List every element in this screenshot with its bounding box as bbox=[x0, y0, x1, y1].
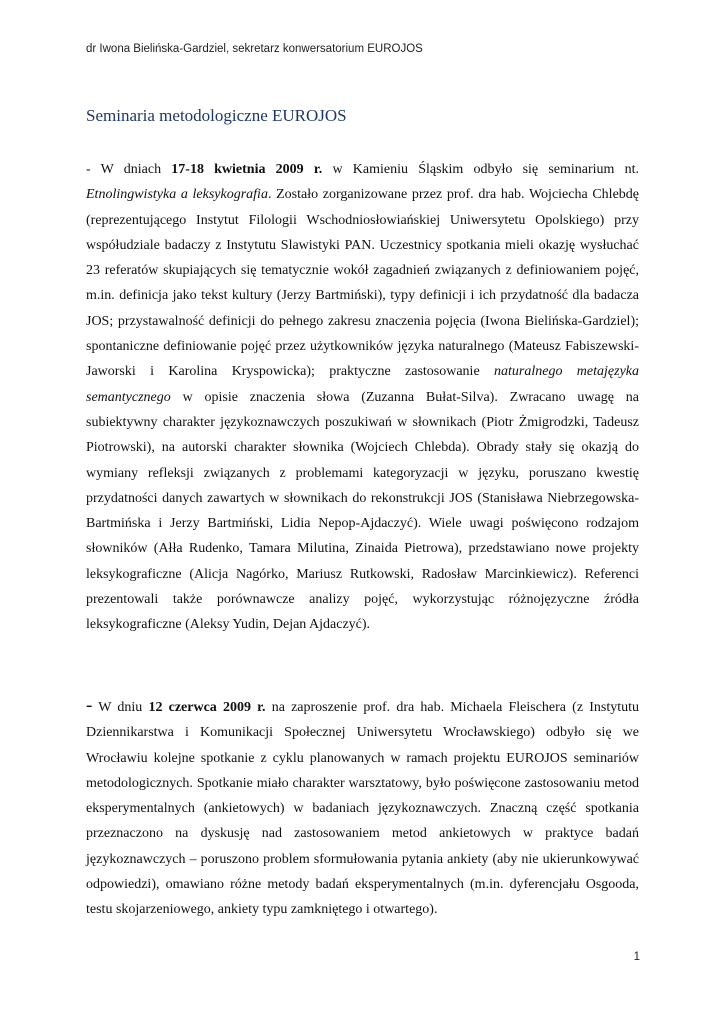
paragraph-wroclaw-seminar bbox=[86, 695, 639, 923]
paragraph-text: W dniach bbox=[90, 162, 172, 177]
nsm-term: naturalnego metajęzyka semantycznego bbox=[86, 364, 640, 405]
running-header: dr Iwona Bielińska-Gardziel, sekretarz konwersatorium EUROJOS bbox=[86, 43, 423, 55]
paragraph-text: . Zostało zorganizowane przez prof. dra hab. Wojciecha Chlebdę (reprezentującego Instytut Filologii Wschodniosłowiańskiej Uniwersytetu Opolskiego) przy współudziale badaczy z Instytutu Slawistyki PAN. Uczestnicy spotkania mieli okazję wysłuchać 23 referatów skupiających się tematycznie wokół zagadnień związanych z definiowaniem pojęć, m.in. definicja jako tekst kultury (Jerzy Bartmiński), typy definicji i ich przydatność dla badacza JOS; przystawalność definicji do pełnego zakresu znaczenia pojęcia (Iwona Bielińska-Gardziel); spontaniczne definiowanie pojęć przez użytkowników języka naturalnego (Mateusz Fabiszewski-Jaworski i Karolina Kryspowicka); praktyczne zastosowanie bbox=[86, 187, 639, 380]
seminar-date: 17-18 kwietnia 2009 r. bbox=[171, 162, 323, 177]
seminar-date: 12 czerwca 2009 r. bbox=[148, 700, 266, 715]
seminar-topic: Etnolingwistyka a leksykografia bbox=[86, 187, 268, 203]
paragraph-dash: - bbox=[86, 695, 93, 716]
page-number: 1 bbox=[633, 951, 640, 963]
paragraph-text: na zaproszenie prof. dra hab. Michaela Fleischera (z Instytutu Dziennikarstwa i Komunikacji Społecznej Uniwersytetu Wrocławskiego) odbyło się we Wrocławiu kolejne spotkanie z cyklu planowanych w ramach projektu EUROJOS seminariów metodologicznych. Spotkanie miało charakter warsztatowy, było poświęcone zastosowaniu metod eksperymentalnych (ankietowych) w badaniach językoznawczych. Znaczną część spotkania przeznaczono na dyskusję nad zastosowaniem metod ankietowych w praktyce badań językoznawczych – poruszono problem sformułowania pytania ankiety (aby nie ukierunkowywać odpowiedzi), omawiano różne metody badań eksperymentalnych (m.in. dyferencjału Osgooda, testu skojarzeniowego, ankiety typu zamkniętego i otwartego). bbox=[86, 700, 640, 918]
paragraph-text: w Kamieniu Śląskim odbyło się seminarium nt. bbox=[322, 162, 639, 177]
paragraph-dash: - bbox=[86, 162, 91, 177]
paragraph-text: w opisie znaczenia słowa (Zuzanna Bułat-Silva). Zwracano uwagę na subiektywny charakter językoznawczych poszukiwań w słownikach (Piotr Żmigrodzki, Tadeusz Piotrowski), na autorski charakter słownika (Wojciech Chlebda). Obrady stały się okazją do wymiany refleksji związanych z problemami kategoryzacji w języku, poruszano kwestię przydatności danych zawartych w słownikach do rekonstrukcji JOS (Stanisława Niebrzegowska-Bartmińska i Jerzy Bartmiński, Lidia Nepop-Ajdaczyć). Wiele uwagi poświęcono rodzajom słowników (Ałła Rudenko, Tamara Milutina, Zinaida Pietrowa), przedstawiano nowe projekty leksykograficzne (Alicja Nagórko, Mariusz Rutkowski, Radosław Marcinkiewicz). Referenci prezentowali także porównawcze analizy pojęć, wykorzystując różnojęzyczne źródła leksykograficzne (Aleksy Yudin, Dejan Ajdaczyć). bbox=[86, 389, 639, 633]
page-title: Seminaria metodologiczne EUROJOS bbox=[86, 106, 347, 125]
paragraph-kamien-slaski-seminar bbox=[86, 157, 639, 638]
paragraph-text: W dniu bbox=[92, 700, 149, 715]
